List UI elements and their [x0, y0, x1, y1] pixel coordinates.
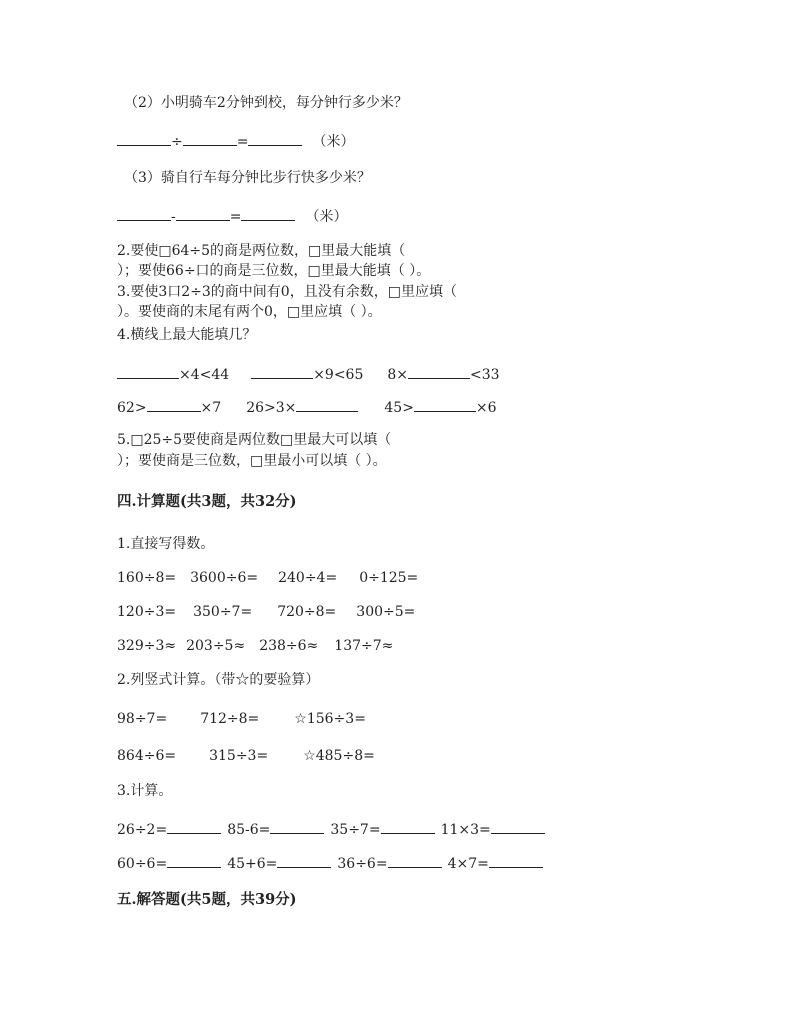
expr: 11×3= — [440, 822, 491, 838]
expr: 240÷4= — [278, 570, 338, 586]
expr: 238÷6≈ — [259, 638, 319, 654]
expr: 45+6= — [227, 856, 278, 872]
answer-blank[interactable] — [117, 131, 171, 146]
expr: 300÷5= — [356, 604, 416, 620]
answer-blank[interactable] — [241, 206, 295, 221]
question-2: （2）小明骑车2分钟到校，每分钟行多少米？ — [124, 95, 408, 111]
answer-blank[interactable] — [251, 364, 313, 379]
section-4-heading: 四.计算题(共3题，共32分) — [117, 493, 297, 510]
problem-5-line-1: 5.□25÷5要使商是两位数□里最大可以填（ — [117, 432, 392, 448]
expr: 137÷7≈ — [334, 638, 394, 654]
problem-4-row-2 — [117, 397, 497, 417]
expr: ☆156÷3= — [294, 711, 366, 727]
problem-2-line-1: 2.要使□64÷5的商是两位数，□里最大能填（ — [117, 243, 406, 259]
answer-blank[interactable] — [176, 206, 230, 221]
calc-1-row-3 — [117, 637, 393, 655]
answer-blank[interactable] — [491, 819, 545, 834]
expr: ×6 — [475, 400, 497, 416]
calc-1-title: 1.直接写得数。 — [117, 536, 215, 552]
expr: 203÷5≈ — [186, 638, 246, 654]
equals: = — [229, 209, 242, 225]
expr: 85-6= — [227, 822, 271, 838]
unit: （米） — [312, 134, 355, 150]
expr: ×4<44 — [179, 367, 230, 383]
answer-blank[interactable] — [381, 819, 435, 834]
expr: 160÷8= — [117, 570, 177, 586]
section-5-heading: 五.解答题(共5题，共39分) — [117, 891, 297, 908]
expr: 329÷3≈ — [117, 638, 177, 654]
calc-1-row-2 — [117, 603, 415, 621]
answer-blank[interactable] — [183, 131, 237, 146]
problem-4-row-1 — [117, 364, 500, 384]
answer-blank[interactable] — [248, 131, 302, 146]
problem-2-line-2: ）；要使66÷口的商是三位数，□里最大能填（ ）。 — [117, 263, 431, 279]
problem-3-line-2: ）。要使商的末尾有两个0，□里应填（ ）。 — [117, 304, 382, 320]
expr: 26÷2= — [117, 822, 168, 838]
expr: ×7 — [200, 400, 222, 416]
calc-2-title: 2.列竖式计算。（带☆的要验算） — [117, 672, 320, 688]
answer-blank[interactable] — [296, 397, 358, 412]
expr: 8× — [387, 367, 409, 383]
answer-blank[interactable] — [117, 206, 171, 221]
problem-4: 4.横线上最大能填几？ — [117, 327, 257, 343]
answer-blank[interactable] — [388, 853, 442, 868]
expr: 0÷125= — [359, 570, 419, 586]
answer-blank[interactable] — [489, 853, 543, 868]
expr: 36÷6= — [337, 856, 388, 872]
calc-1-row-1 — [117, 569, 418, 587]
answer-blank[interactable] — [414, 397, 476, 412]
expr: 3600÷6= — [190, 570, 259, 586]
answer-blank[interactable] — [117, 364, 179, 379]
expr: 315÷3= — [209, 748, 269, 764]
expr: 120÷3= — [117, 604, 177, 620]
answer-blank[interactable] — [277, 853, 331, 868]
expr: <33 — [470, 367, 500, 383]
equals: = — [236, 134, 249, 150]
calc-3-row-1 — [117, 819, 545, 839]
calc-2-row-2 — [117, 747, 375, 765]
expr: 60÷6= — [117, 856, 168, 872]
expr: 4×7= — [447, 856, 489, 872]
unit: （米） — [305, 209, 348, 225]
expr: 720÷8= — [277, 604, 337, 620]
calc-3-row-2 — [117, 853, 543, 873]
expr: 35÷7= — [330, 822, 381, 838]
problem-3-line-1: 3.要使3口2÷3的商中间有0，且没有余数，□里应填（ — [117, 284, 457, 300]
expr: ×9<65 — [313, 367, 364, 383]
question-3: （3）骑自行车每分钟比步行快多少米？ — [124, 170, 371, 186]
operator: - — [171, 209, 176, 225]
operator: ÷ — [171, 134, 183, 150]
expr: 712÷8= — [200, 711, 260, 727]
answer-blank[interactable] — [147, 397, 201, 412]
calc-2-row-1 — [117, 710, 366, 728]
q3-equation — [117, 206, 347, 226]
expr: ☆485÷8= — [303, 748, 375, 764]
expr: 98÷7= — [117, 711, 168, 727]
expr: 864÷6= — [117, 748, 177, 764]
expr: 350÷7= — [193, 604, 253, 620]
expr: 26>3× — [246, 400, 297, 416]
answer-blank[interactable] — [167, 853, 221, 868]
problem-5-line-2: ）；要使商是三位数，□里最小可以填（ ）。 — [117, 453, 387, 469]
expr: 62> — [117, 400, 147, 416]
calc-3-title: 3.计算。 — [117, 783, 173, 799]
q2-equation — [117, 131, 354, 151]
answer-blank[interactable] — [408, 364, 470, 379]
answer-blank[interactable] — [270, 819, 324, 834]
expr: 45> — [384, 400, 414, 416]
answer-blank[interactable] — [167, 819, 221, 834]
